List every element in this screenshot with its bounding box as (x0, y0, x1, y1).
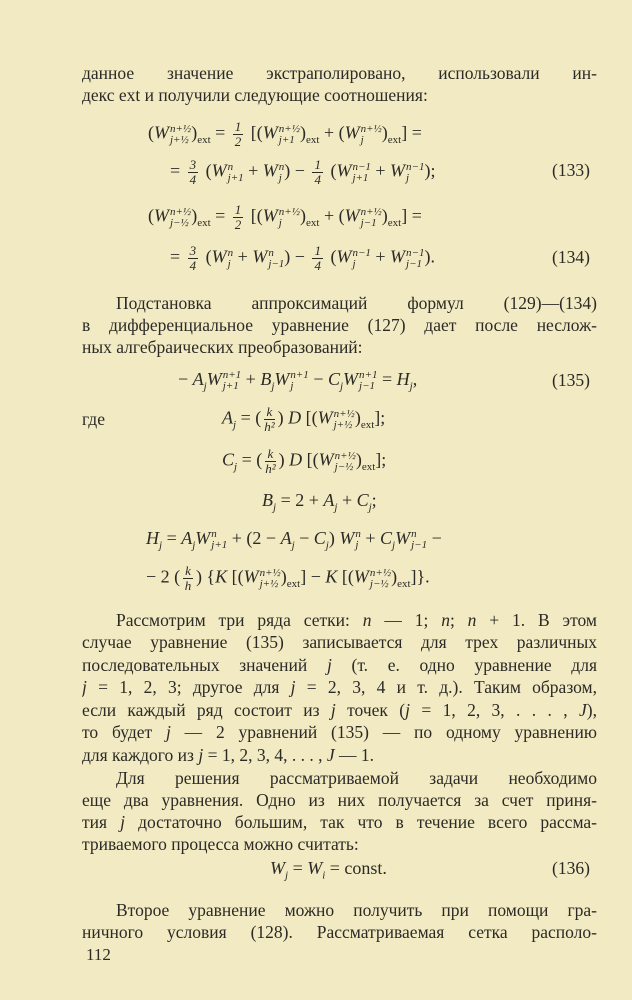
formula-134b: = $\frac{3}{4}$ (W n j + W n j−1 ) − $\frac{1}{4}$ (W n−1 j + W n−1 j−1 ). (170, 243, 435, 273)
where-label: где (82, 409, 105, 429)
equation-number-133: (133) (552, 160, 590, 180)
text-line: триваемого процесса можно считать: (82, 834, 359, 854)
formula-134a: (W n+½ j−½ )$_{ext}$ = $\frac{1}{2}$ [(W n+½ j )$_{ext} + (W$ n+½ j−1 )$_{ext}$] = (148, 202, 422, 232)
text-line: Рассмотрим три ряда сетки: n — 1; n; n + 1. В этом (116, 610, 597, 630)
equation-number-136: (136) (552, 858, 590, 878)
equation-number-135: (135) (552, 370, 590, 390)
text-line: еще два уравнения. Одно из них получается за счет приня- (82, 790, 597, 810)
text-line: ничного условия (128). Рассматриваемая сетка располо- (82, 922, 597, 942)
text-line: случае уравнение (135) записывается для трех различных (82, 632, 597, 652)
formula-H2: − 2 ( $\frac{k}{h}$ ) {K [(W n+½ j+½ )$_{ext}] - K$ [(W n+½ j−½ )$_{ext}$]}. (146, 563, 430, 593)
text-line: Второе уравнение можно получить при помощи гра- (116, 900, 597, 920)
text-line: тия j достаточно большим, так что в течение всего рассма- (82, 812, 597, 832)
equation-number-134: (134) (552, 247, 590, 267)
text-line: j = 1, 2, 3; другое для j = 2, 3, 4 и т. д.). Таким образом, (82, 677, 597, 697)
formula-H1: $H_j = A_jW$ n j+1 + $(2 - A_j - C_j)$ W n j + $C_jW$ n j−1 − (146, 527, 442, 552)
formula-133b: = $\frac{3}{4}$ (W n j+1 + W n j ) − $\frac{1}{4}$ (W n−1 j+1 + W n−1 j ); (170, 157, 436, 187)
text-line: если каждый ряд состоит из j точек (j = 1, 2, 3, . . . , J), (82, 700, 597, 720)
text-line: в дифференциальное уравнение (127) дает после неслож- (82, 315, 597, 335)
formula-135: − $A_jW$ n+1 j+1 + $B_jW$ n+1 j − $C_jW$ n+1 j−1 = $H_j$, (178, 368, 418, 393)
text-line: для каждого из j = 1, 2, 3, 4, . . . , J — 1. (82, 745, 374, 765)
text-line: Для решения рассматриваемой задачи необходимо (116, 768, 597, 788)
formula-B: $B_j = 2 + A_j + C_j$; (262, 490, 377, 514)
text-line: ных алгебраических преобразований: (82, 337, 363, 357)
page-number: 112 (86, 945, 111, 964)
formula-136: $W_j = W_i$ = const. (270, 858, 387, 882)
formula-C: $C_j$ = ( $\frac{k}{\text{h²}}$ ) D [(W n+½ j−½ )$_{ext}$]; (222, 446, 387, 476)
text-line: то будет j — 2 уравнений (135) — по одному уравнению (82, 722, 597, 742)
text-line: Подстановка аппроксимаций формул (129)—(134) (116, 293, 597, 313)
text-line: декс ext и получили следующие соотношения: (82, 85, 428, 105)
text-line: последовательных значений j (т. е. одно уравнение для (82, 655, 597, 675)
formula-133a: (W n+½ j+½ )$_{ext}$ = $\frac{1}{2}$ [(W n+½ j+1 )$_{ext} + (W$ n+½ j )$_{ext}$] = (148, 119, 422, 149)
text-line: данное значение экстраполировано, использовали ин- (82, 63, 597, 83)
formula-A: $A_j$ = ( $\frac{k}{\text{h²}}$ ) D [(W n+½ j+½ )$_{ext}$]; (222, 404, 386, 434)
